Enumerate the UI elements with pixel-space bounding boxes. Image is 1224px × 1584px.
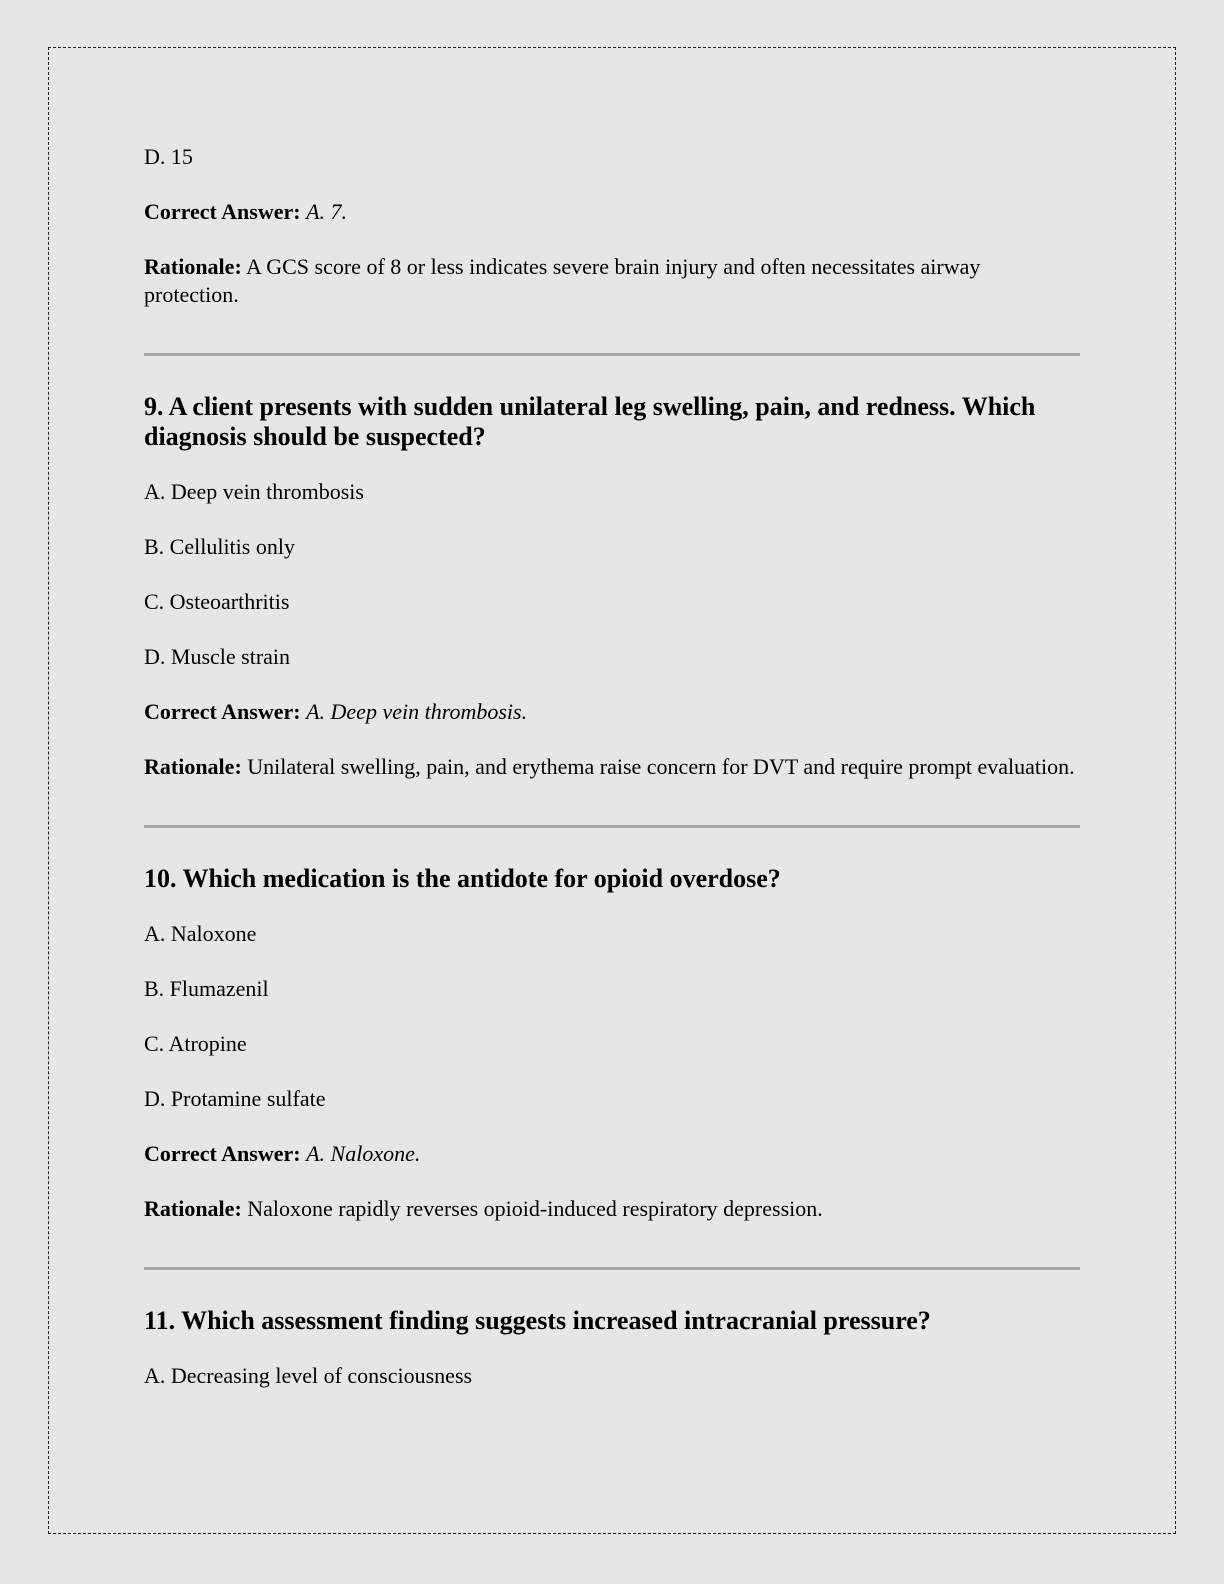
q9-option-a: A. Deep vein thrombosis	[144, 479, 364, 504]
q9-rationale	[144, 753, 1080, 781]
correct-answer-value: A. Deep vein thrombosis.	[306, 699, 528, 724]
section-divider	[144, 353, 1080, 356]
correct-answer-label: Correct Answer:	[144, 1141, 301, 1166]
q10-rationale	[144, 1195, 1080, 1223]
correct-answer-value: A. Naloxone.	[306, 1141, 421, 1166]
question-9	[144, 392, 1080, 781]
rationale-text: Naloxone rapidly reverses opioid-induced respiratory depression.	[241, 1196, 823, 1221]
correct-answer-label: Correct Answer:	[144, 699, 301, 724]
q11-option-a: A. Decreasing level of consciousness	[144, 1363, 473, 1388]
q9-option-c: C. Osteoarthritis	[144, 589, 290, 614]
correct-answer-value: A. 7.	[306, 199, 348, 224]
rationale-text: A GCS score of 8 or less indicates severe brain injury and often necessitates airway protection.	[144, 254, 981, 307]
q10-title: 10. Which medication is the antidote for opioid overdose?	[144, 864, 781, 893]
question-8	[144, 143, 1080, 309]
q9-option-d: D. Muscle strain	[144, 644, 291, 669]
q9-title: 9. A client presents with sudden unilateral leg swelling, pain, and redness. Which diagnosis should be suspected?	[144, 392, 1036, 451]
q10-option-b: B. Flumazenil	[144, 976, 269, 1001]
correct-answer-label: Correct Answer:	[144, 199, 301, 224]
question-10	[144, 864, 1080, 1223]
section-divider	[144, 1267, 1080, 1270]
q8-rationale	[144, 253, 1080, 309]
q10-option-c: C. Atropine	[144, 1031, 247, 1056]
q9-correct-answer	[144, 698, 1080, 726]
rationale-label: Rationale:	[144, 254, 242, 279]
q9-option-b: B. Cellulitis only	[144, 534, 295, 559]
q8-option-d: D. 15	[144, 144, 193, 169]
document-content	[144, 143, 1080, 1417]
q10-option-a: A. Naloxone	[144, 921, 257, 946]
rationale-text: Unilateral swelling, pain, and erythema raise concern for DVT and require prompt evaluation.	[241, 754, 1075, 779]
q8-correct-answer	[144, 198, 1080, 226]
section-divider	[144, 825, 1080, 828]
rationale-label: Rationale:	[144, 754, 242, 779]
question-11	[144, 1306, 1080, 1390]
rationale-label: Rationale:	[144, 1196, 242, 1221]
q10-option-d: D. Protamine sulfate	[144, 1086, 326, 1111]
q11-title: 11. Which assessment finding suggests increased intracranial pressure?	[144, 1306, 931, 1335]
q10-correct-answer	[144, 1140, 1080, 1168]
